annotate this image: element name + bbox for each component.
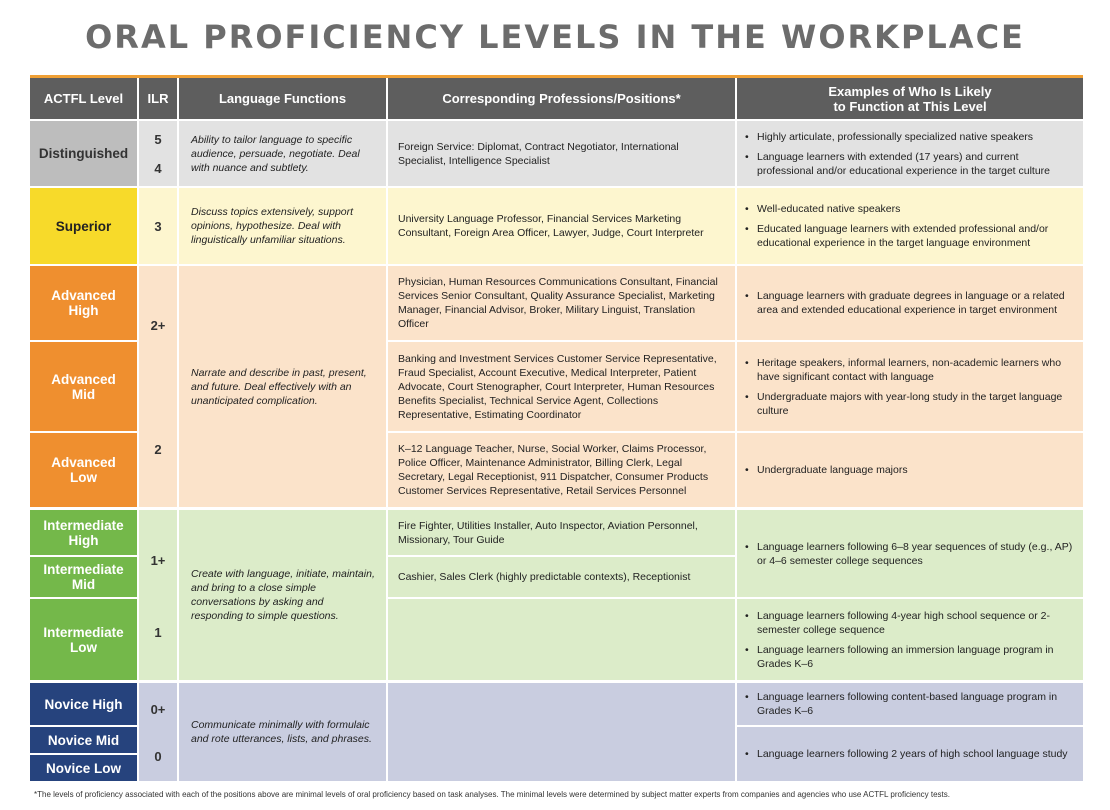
ilr-1: 1 [154, 624, 162, 640]
functions-advanced: Narrate and describe in past, present, and future. Deal effectively with an unanticipated complication. [179, 266, 386, 507]
list-item: • Well-educated native speakers [745, 203, 901, 215]
examples-advanced-low [737, 433, 1083, 507]
level-intermediate-mid: Intermediate Mid [30, 557, 137, 597]
list-item: • Language learners following an immersion language program in Grades K–6 [745, 643, 1054, 670]
ilr-superior: 3 [139, 188, 177, 264]
level-novice-mid: Novice Mid [30, 727, 137, 753]
examples-advanced-mid [737, 342, 1083, 431]
ilr-2plus: 2+ [150, 317, 166, 333]
level-advanced-mid: Advanced Mid [30, 342, 137, 431]
list-item: • Undergraduate majors with year-long study in the target language culture [745, 390, 1063, 417]
examples-intermediate-highmid [737, 510, 1083, 597]
ilr-0plus: 0+ [150, 701, 166, 717]
ilr-1plus: 1+ [150, 552, 166, 568]
professions-intermediate-low [388, 599, 735, 680]
examples-superior [737, 188, 1083, 264]
list-item: • Language learners following 2 years of high school language study [745, 748, 1068, 760]
professions-superior: University Language Professor, Financial Services Marketing Consultant, Foreign Area Officer, Lawyer, Judge, Court Interpreter [388, 188, 735, 264]
list-item: • Language learners following 4-year high school sequence or 2-semester college sequence [745, 609, 1051, 636]
ilr-5: 5 [154, 131, 162, 147]
professions-advanced-mid: Banking and Investment Services Customer Service Representative, Fraud Specialist, Account Executive, Medical Interpreter, Patient Advocate, Court Stenographer, Court Interpreter, Human Resources Benefits Specialist, Technical Service Agent, Collections Representative, Estimating Coordinator [388, 342, 735, 431]
header-examples [737, 78, 1083, 119]
ilr-2: 2 [154, 441, 162, 457]
header-examples-line2: to Function at This Level [833, 98, 987, 114]
level-superior: Superior [30, 188, 137, 264]
examples-intermediate-low [737, 599, 1083, 680]
footnote: *The levels of proficiency associated with each of the positions above are minimal levels of oral proficiency based on task analyses. The minimal levels were determined by subject matter experts from companies and agencies who use ACTFL proficiency tests. [34, 790, 950, 799]
level-advanced-high: Advanced High [30, 266, 137, 340]
professions-intermediate-high: Fire Fighter, Utilities Installer, Auto Inspector, Aviation Personnel, Missionary, Tour Guide [388, 510, 735, 555]
list-item: • Language learners with graduate degrees in language or a related area and extended educational experience in target environment [745, 290, 1065, 316]
professions-distinguished: Foreign Service: Diplomat, Contract Negotiator, International Specialist, Intelligence Specialist [388, 121, 735, 186]
list-item: • Highly articulate, professionally specialized native speakers [745, 130, 1034, 143]
ilr-distinguished [139, 121, 177, 186]
examples-advanced-high [737, 266, 1083, 340]
professions-novice [388, 683, 735, 781]
header-actfl-level: ACTFL Level [30, 78, 137, 119]
level-intermediate-low: Intermediate Low [30, 599, 137, 680]
level-distinguished: Distinguished [30, 121, 137, 186]
level-intermediate-high: Intermediate High [30, 510, 137, 555]
ilr-advanced-bg [139, 266, 177, 507]
list-item: • Educated language learners with extended professional and/or educational experience in the target language environment [745, 223, 1049, 249]
list-item: • Undergraduate language majors [745, 464, 908, 476]
level-novice-high: Novice High [30, 683, 137, 725]
header-examples-line1: Examples of Who Is Likely [828, 83, 992, 99]
page-title: ORAL PROFICIENCY LEVELS IN THE WORKPLACE [85, 18, 1025, 56]
examples-novice-low [737, 727, 1083, 781]
list-item: • Language learners with extended (17 years) and current professional and/or educational experience in the target culture [745, 150, 1051, 177]
professions-advanced-low: K–12 Language Teacher, Nurse, Social Worker, Claims Processor, Police Officer, Maintenance Administrator, Billing Clerk, Legal Secretary, Legal Receptionist, 911 Dispatcher, Consumer Products Customer Services Representative, Retail Services Personnel [388, 433, 735, 507]
functions-superior: Discuss topics extensively, support opinions, hypothesize. Deal with linguistically unfamiliar situations. [179, 188, 386, 264]
examples-distinguished [737, 121, 1083, 186]
level-advanced-low: Advanced Low [30, 433, 137, 507]
list-item: • Heritage speakers, informal learners, non-academic learners who have significant contact with language [745, 356, 1062, 383]
functions-intermediate: Create with language, initiate, maintain, and bring to a close simple conversations by asking and responding to simple questions. [179, 510, 386, 680]
functions-novice: Communicate minimally with formulaic and rote utterances, lists, and phrases. [179, 683, 386, 781]
ilr-intermediate-bg [139, 510, 177, 680]
professions-advanced-high: Physician, Human Resources Communications Consultant, Financial Services Senior Consultant, Quality Assurance Specialist, Marketing Manager, Financial Advisor, Broker, Military Linguist, Translation Officer [388, 266, 735, 340]
list-item: • Language learners following content-based language program in Grades K–6 [745, 691, 1058, 717]
professions-intermediate-mid: Cashier, Sales Clerk (highly predictable contexts), Receptionist [388, 557, 735, 597]
ilr-4: 4 [154, 160, 162, 176]
functions-distinguished: Ability to tailor language to specific audience, persuade, negotiate. Deal with nuance and subtlety. [179, 121, 386, 186]
header-ilr: ILR [139, 78, 177, 119]
level-novice-low: Novice Low [30, 755, 137, 781]
list-item: • Language learners following 6–8 year sequences of study (e.g., AP) or 4–6 semester college sequences [745, 540, 1073, 567]
header-professions: Corresponding Professions/Positions* [388, 78, 735, 119]
examples-novice-high [737, 683, 1083, 725]
header-language-functions: Language Functions [179, 78, 386, 119]
ilr-0: 0 [154, 748, 162, 764]
